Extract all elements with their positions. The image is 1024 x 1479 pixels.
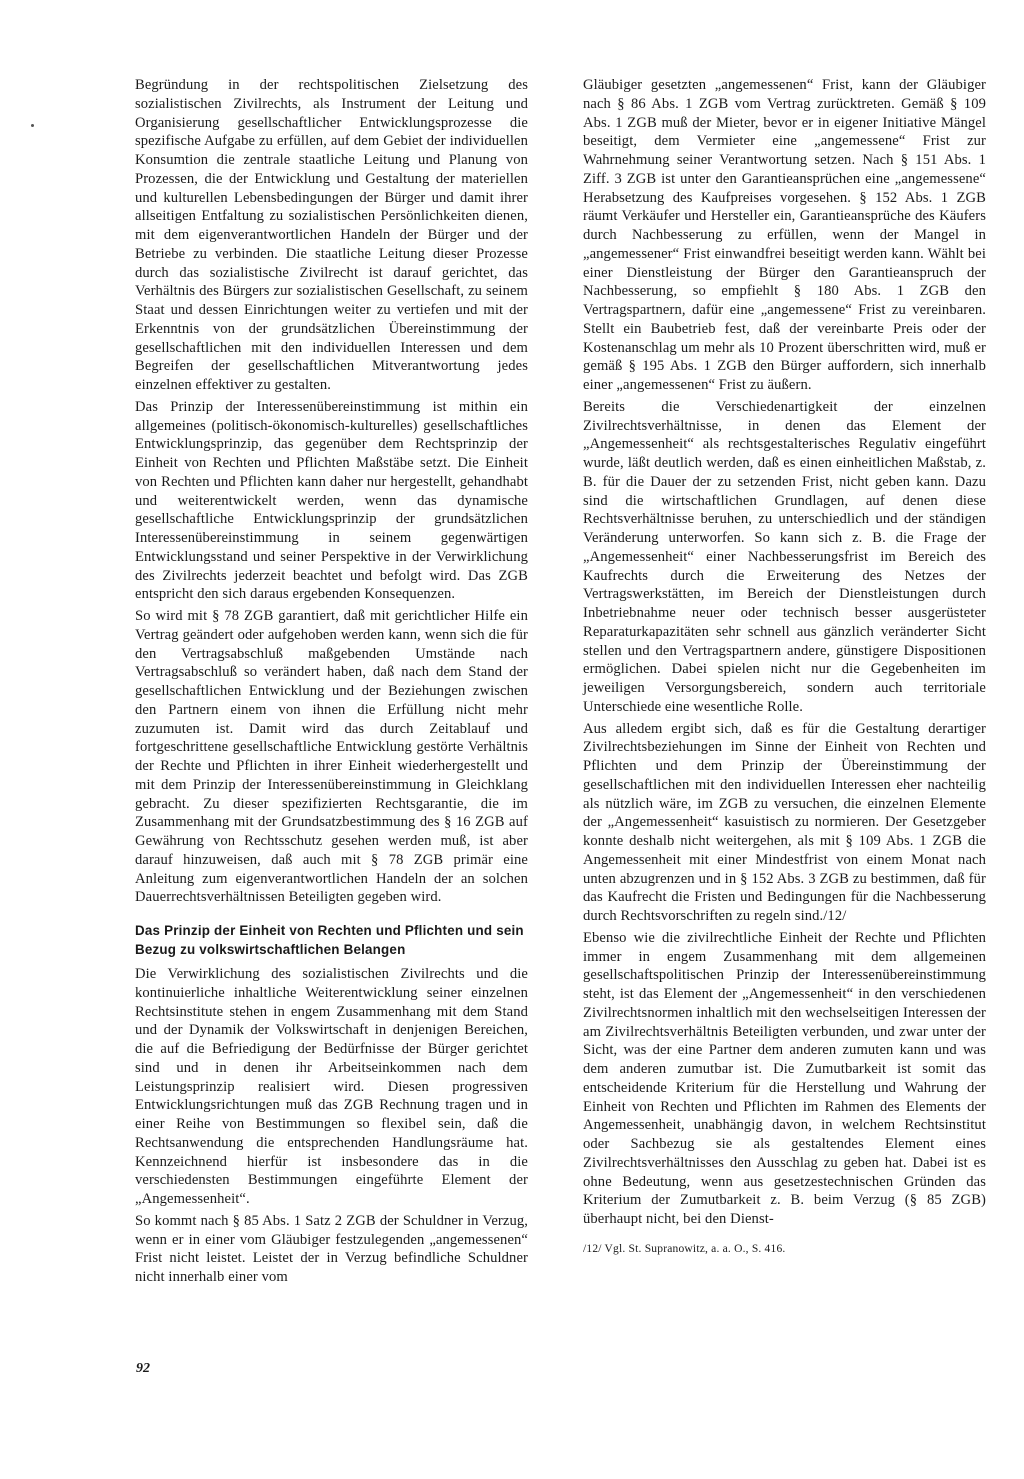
paragraph: Gläubiger gesetzten „angemessenen“ Frist, kann der Gläubiger nach § 86 Abs. 1 ZGB vom Vertrag zurücktreten. Gemäß § 109 Abs. 1 ZGB muß der Mieter, bevor er in eigener Initiative Mängel beseitigt, dem Vermieter eine „angemessene“ Frist zur Wahrnehmung seiner Verantwortung setzen. Nach § 151 Abs. 1 Ziff. 3 ZGB ist unter den Garantieansprüchen eine „angemessene“ Herabsetzung des Kaufpreises vorgesehen. § 152 Abs. 1 ZGB räumt Verkäufer und Hersteller ein, Garantieansprüche des Käufers durch Nachbesserung zu erfüllen, wenn der Mangel in „angemessener“ Frist einwandfrei beseitigt werden kann. Wählt bei einer Dienstleistung der Bürger den Garantieanspruch der Nachbesserung, so empfiehlt § 180 Abs. 1 ZGB den Vertragspartnern, dafür eine „angemessene“ Frist zu vereinbaren. Stellt ein Baubetrieb fest, daß der vereinbarte Preis oder der Kostenanschlag um mehr als 10 Prozent überschritten wird, muß er gemäß § 195 Abs. 1 ZGB den Bürger auffordern, sich innerhalb einer „angemessenen“ Frist zu äußern. bbox=[583, 77, 986, 393]
paragraph: Bereits die Verschiedenartigkeit der einzelnen Zivilrechtsverhältnisse, in denen das Element der „Angemessenheit“ als rechtsgestalterisches Regulativ eingeführt wurde, läßt deutlich werden, daß es einen einheitlichen Maßstab, z. B. für die Dauer der zu setzenden Frist, nicht geben kann. Dazu sind die wirtschaftlichen Grundlagen, auf denen diese Rechtsverhältnisse beruhen, zu unterschiedlich und der ständigen Veränderung unterworfen. So kann sich z. B. die Frage der „Angemessenheit“ einer Nachbesserungsfrist im Bereich des Kaufrechts durch die Erweiterung des Netzes der Vertragswerkstätten, im Bereich der Dienstleistungen durch Inbetriebnahme neuer oder technisch besser ausgerüsteter Reparaturkapazitäten sehr schnell aus gänzlich veränderter Sicht stellen und den Vertragspartnern andere, günstigere Dispositionen ermöglichen. Dabei spielen nicht nur die Gegebenheiten im jeweiligen Versorgungsbereich, sondern auch territoriale Unterschiede eine wesentliche Rolle. bbox=[583, 398, 986, 715]
paragraph: Das Prinzip der Interessenübereinstimmung ist mithin ein allgemeines (politisch-ökonomisch-kulturelles) gesellschaftliches Entwicklungsprinzip, das gegenüber dem Rechtsprinzip der Einheit von Rechten und Pflichten Maßstäbe setzt. Die Einheit von Rechten und Pflichten kann daher nur hergestellt, gehandhabt und weiterentwickelt werden, wenn das dynamische gesellschaftliche Entwicklungsprinzip der grundsätzlichen Interessenübereinstimmung in seinem gegenwärtigen Entwicklungsstand und seiner Perspektive in der Verwirklichung des Zivilrechts jederzeit beachtet und befolgt wird. Das ZGB entspricht den sich daraus ergebenden Konsequenzen. bbox=[135, 398, 528, 603]
footnote: /12/ Vgl. St. Supranowitz, a. a. O., S. 416. bbox=[583, 1242, 786, 1255]
paragraph: Begründung in der rechtspolitischen Zielsetzung des sozialistischen Zivilrechts, als Instrument der Leitung und Organisierung gesellschaftlicher Entwicklungsprozesse die spezifische Aufgabe zu erfüllen, auf dem Gebiet der individuellen Konsumtion die zentrale staatliche Leitung und Planung von Prozessen, die der Entwicklung und Gestaltung der materiellen und kulturellen Lebensbedingungen der Bürger und damit ihrer allseitigen Entfaltung zu sozialistischen Persönlichkeiten dienen, mit dem eigenverantwortlichen Handeln der Bürger und der Betriebe zu verbinden. Die staatliche Leitung dieser Prozesse durch das sozialistische Zivilrecht ist darauf gerichtet, das Verhältnis des Bürgers zur sozialistischen Gesellschaft, zu seinem Staat und dessen Einrichtungen weiter zu vertiefen und mit der Erkenntnis von der grundsätzlichen Übereinstimmung der gesellschaftlichen mit den individuellen Interessen und dem Begreifen der gesellschaftlichen Mitverantwortung jedes einzelnen effektiver zu gestalten. bbox=[135, 77, 528, 393]
paragraph: Aus alledem ergibt sich, daß es für die Gestaltung derartiger Zivilrechtsbeziehungen im Sinne der Einheit von Rechten und Pflichten und dem Prinzip der Übereinstimmung der gesellschaftlichen mit den individuellen Interessen eher nachteilig als nützlich wäre, im ZGB zu versuchen, die einzelnen Elemente der „Angemessenheit“ kasuistisch zu normieren. Der Gesetzgeber konnte deshalb nicht weitergehen, als mit § 109 Abs. 1 ZGB die Angemessenheit mit einer Mindestfrist von einem Monat nach unten abzugrenzen und in § 152 Abs. 3 ZGB zu bestimmen, daß für das Kaufrecht die Fristen und Bedingungen für die Nachbesserung durch Rechtsvorschriften zu regeln sind./12/ bbox=[583, 720, 986, 924]
paragraph: So kommt nach § 85 Abs. 1 Satz 2 ZGB der Schuldner in Verzug, wenn er in einer vom Gläubiger festzulegenden „angemessenen“ Frist nicht leistet. Leistet der in Verzug befindliche Schuldner nicht innerhalb einer vom bbox=[135, 1212, 528, 1285]
section-heading: Das Prinzip der Einheit von Rechten und Pflichten und sein Bezug zu volkswirtschaftlichen Belangen bbox=[135, 923, 524, 957]
left-column bbox=[135, 76, 528, 1290]
page-number: 92 bbox=[136, 1361, 150, 1376]
paragraph: So wird mit § 78 ZGB garantiert, daß mit gerichtlicher Hilfe ein Vertrag geändert oder aufgehoben werden kann, wenn sich die für den Vertragsabschluß maßgebenden Umstände nach Vertragsabschluß so verändert haben, daß nach dem Stand der gesellschaftlichen Entwicklung und der Beziehungen zwischen den Partnern einem von ihnen die Erfüllung nicht mehr zuzumuten ist. Damit wird das durch Zeitablauf und fortgeschrittene gesellschaftliche Entwicklung gestörte Verhältnis der Rechte und Pflichten in ihrer Einheit wiederhergestellt und mit dem Prinzip der Interessenübereinstimmung in Gleichklang gebracht. Zu dieser spezifizierten Rechtsgarantie, die im Zusammenhang mit der Grundsatzbestimmung des § 16 ZGB auf Gewährung von Rechtsschutz gesehen werden muß, ist aber darauf hinzuweisen, daß auch mit § 78 ZGB primär eine Anleitung zum eigenverantwortlichen Handeln der an solchen Dauerrechtsverhältnissen Beteiligten gegeben wird. bbox=[135, 608, 528, 906]
right-column bbox=[583, 76, 986, 1257]
paragraph: Ebenso wie die zivilrechtliche Einheit der Rechte und Pflichten immer in engem Zusammenhang mit dem allgemeinen gesellschaftspolitischen Prinzip der Interessenübereinstimmung steht, ist das Element der „Angemessenheit“ in den verschiedenen Zivilrechtsnormen inhaltlich mit den wechselseitigen Interessen der am Zivilrechtsverhältnis Beteiligten verbunden, und zwar unter der Sicht, was der eine Partner dem anderen zumuten kann und was dem anderen zumutbar ist. Die Zumutbarkeit ist somit das entscheidende Kriterium für die Herstellung und Wahrung der Einheit von Rechten und Pflichten im Rahmen des Elements der Angemessenheit, unabhängig davon, in welchem Rechtsinstitut oder Sachbezug sie als gestaltendes Element eines Zivilrechtsverhältnisses den Ausschlag zu geben hat. Dabei ist es ohne Bedeutung, wenn aus gesetzestechnischen Gründen das Kriterium der Zumutbarkeit z. B. beim Verzug (§ 85 ZGB) überhaupt nicht, bei den Dienst- bbox=[583, 929, 986, 1227]
scan-speck bbox=[31, 124, 34, 127]
paragraph: Die Verwirklichung des sozialistischen Zivilrechts und die kontinuierliche inhaltliche Weiterentwicklung seiner einzelnen Rechtsinstitute stehen in engem Zusammenhang mit dem Stand und der Dynamik der Volkswirtschaft in denjenigen Bereichen, die auf die Befriedigung der Bedürfnisse der Bürger gerichtet sind und in denen ihr Arbeitseinkommen nach dem Leistungsprinzip realisiert wird. Diesen progressiven Entwicklungsrichtungen muß das ZGB Rechnung tragen und in einer Reihe von Bestimmungen so flexibel sein, daß die Rechtsanwendung die entsprechenden Handlungsräume hat. Kennzeichnend hierfür ist insbesondere das in die verschiedensten Bestimmungen eingeführte Element der „Angemessenheit“. bbox=[135, 966, 528, 1207]
